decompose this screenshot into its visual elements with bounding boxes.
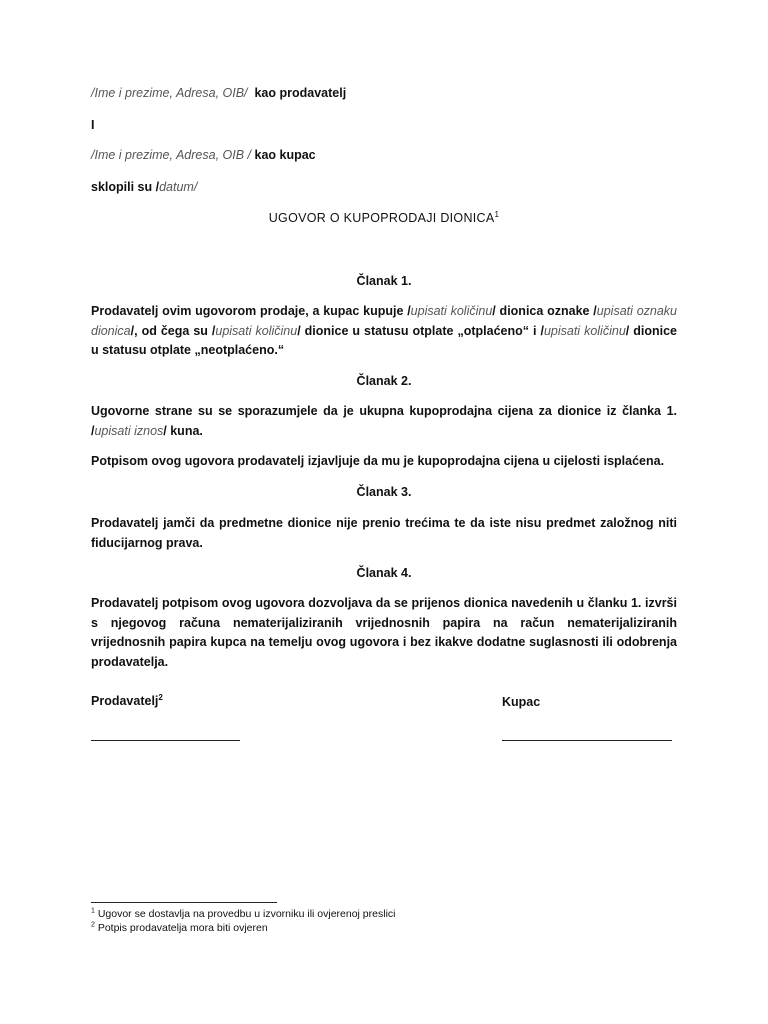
document-title xyxy=(91,209,677,228)
seller-role: kao prodavatelj xyxy=(254,86,347,100)
article-1-text-part: Prodavatelj ovim ugovorom prodaje, a kupac kupuje / xyxy=(91,304,411,318)
conjunction: I xyxy=(91,118,95,132)
article-1-text-part: / dionice u statusu otplate „otplaćeno“ i / xyxy=(297,323,544,338)
footnote-2-text: Potpis prodavatelja mora biti ovjeren xyxy=(97,922,268,934)
footnote-2 xyxy=(91,921,268,935)
article-2-text-part: Ugovorne strane su se sporazumjele da je ukupna kupoprodajna cijena za dionice iz članka 1. / xyxy=(91,404,677,438)
concluded-label: sklopili su / xyxy=(91,180,160,194)
article-4-text: Prodavatelj potpisom ovog ugovora dozvoljava da se prijenos dionica navedenih u članku 1. izvrši s njegovog računa nematerijaliziranih vrijednosnih papira na račun nematerijaliziranih vrijednosnih papira kupca na temelju ovog ugovora i bez ikakve dodatne suglasnosti ili odobrenja prodavatelja. xyxy=(91,596,677,669)
concluded-line xyxy=(91,178,197,197)
buyer-placeholder: /Ime i prezime, Adresa, OIB / xyxy=(91,148,252,162)
date-placeholder: datum/ xyxy=(159,180,198,194)
seller-footnote-ref: 2 xyxy=(158,692,163,702)
document-page xyxy=(91,0,677,1024)
footnote-1-ref: 1 xyxy=(91,907,95,915)
footnote-2-ref: 2 xyxy=(91,921,95,929)
quantity-placeholder: upisati količinu xyxy=(215,323,298,338)
article-1-heading: Članak 1. xyxy=(356,274,412,288)
seller-signature-label xyxy=(91,694,163,708)
quantity-placeholder: upisati količinu xyxy=(543,323,626,338)
footnote-1 xyxy=(91,907,395,921)
quantity-placeholder: upisati količinu xyxy=(410,304,493,318)
share-label-placeholder: upisati oznaku dionica xyxy=(91,304,677,338)
seller-label-text: Prodavatelj xyxy=(91,694,159,708)
buyer-signature-line xyxy=(502,740,672,741)
article-3-heading: Članak 3. xyxy=(356,485,412,499)
article-2-heading: Članak 2. xyxy=(356,374,412,388)
article-1-text xyxy=(91,302,677,361)
seller-placeholder: /Ime i prezime, Adresa, OIB/ xyxy=(91,86,248,100)
article-2-text-part: / kuna. xyxy=(163,423,203,438)
article-1-text-part: / dionice u statusu otplate „neotplaćeno.“ xyxy=(91,323,678,357)
article-2-text xyxy=(91,402,677,441)
buyer-role: kao kupac xyxy=(254,148,316,162)
article-1-text-part: /, od čega su / xyxy=(130,323,216,338)
article-1-text-part: / dionica oznake / xyxy=(492,304,597,318)
article-2-second-paragraph: Potpisom ovog ugovora prodavatelj izjavljuje da mu je kupoprodajna cijena u cijelosti isplaćena. xyxy=(91,454,665,468)
buyer-signature-label: Kupac xyxy=(502,695,541,709)
title-text: UGOVOR O KUPOPRODAJI DIONICA xyxy=(268,211,495,225)
footnote-separator xyxy=(91,902,277,903)
article-4-heading: Članak 4. xyxy=(356,566,412,580)
title-footnote-ref: 1 xyxy=(494,209,500,219)
footnote-1-text: Ugovor se dostavlja na provedbu u izvorniku ili ovjerenoj preslici xyxy=(97,908,396,920)
buyer-line xyxy=(91,146,316,165)
seller-line xyxy=(91,84,346,103)
amount-placeholder: upisati iznos xyxy=(94,423,164,438)
seller-signature-line xyxy=(91,740,240,741)
article-3-text: Prodavatelj jamči da predmetne dionice nije prenio trećima te da iste nisu predmet založnog niti fiducijarnog prava. xyxy=(91,516,677,550)
